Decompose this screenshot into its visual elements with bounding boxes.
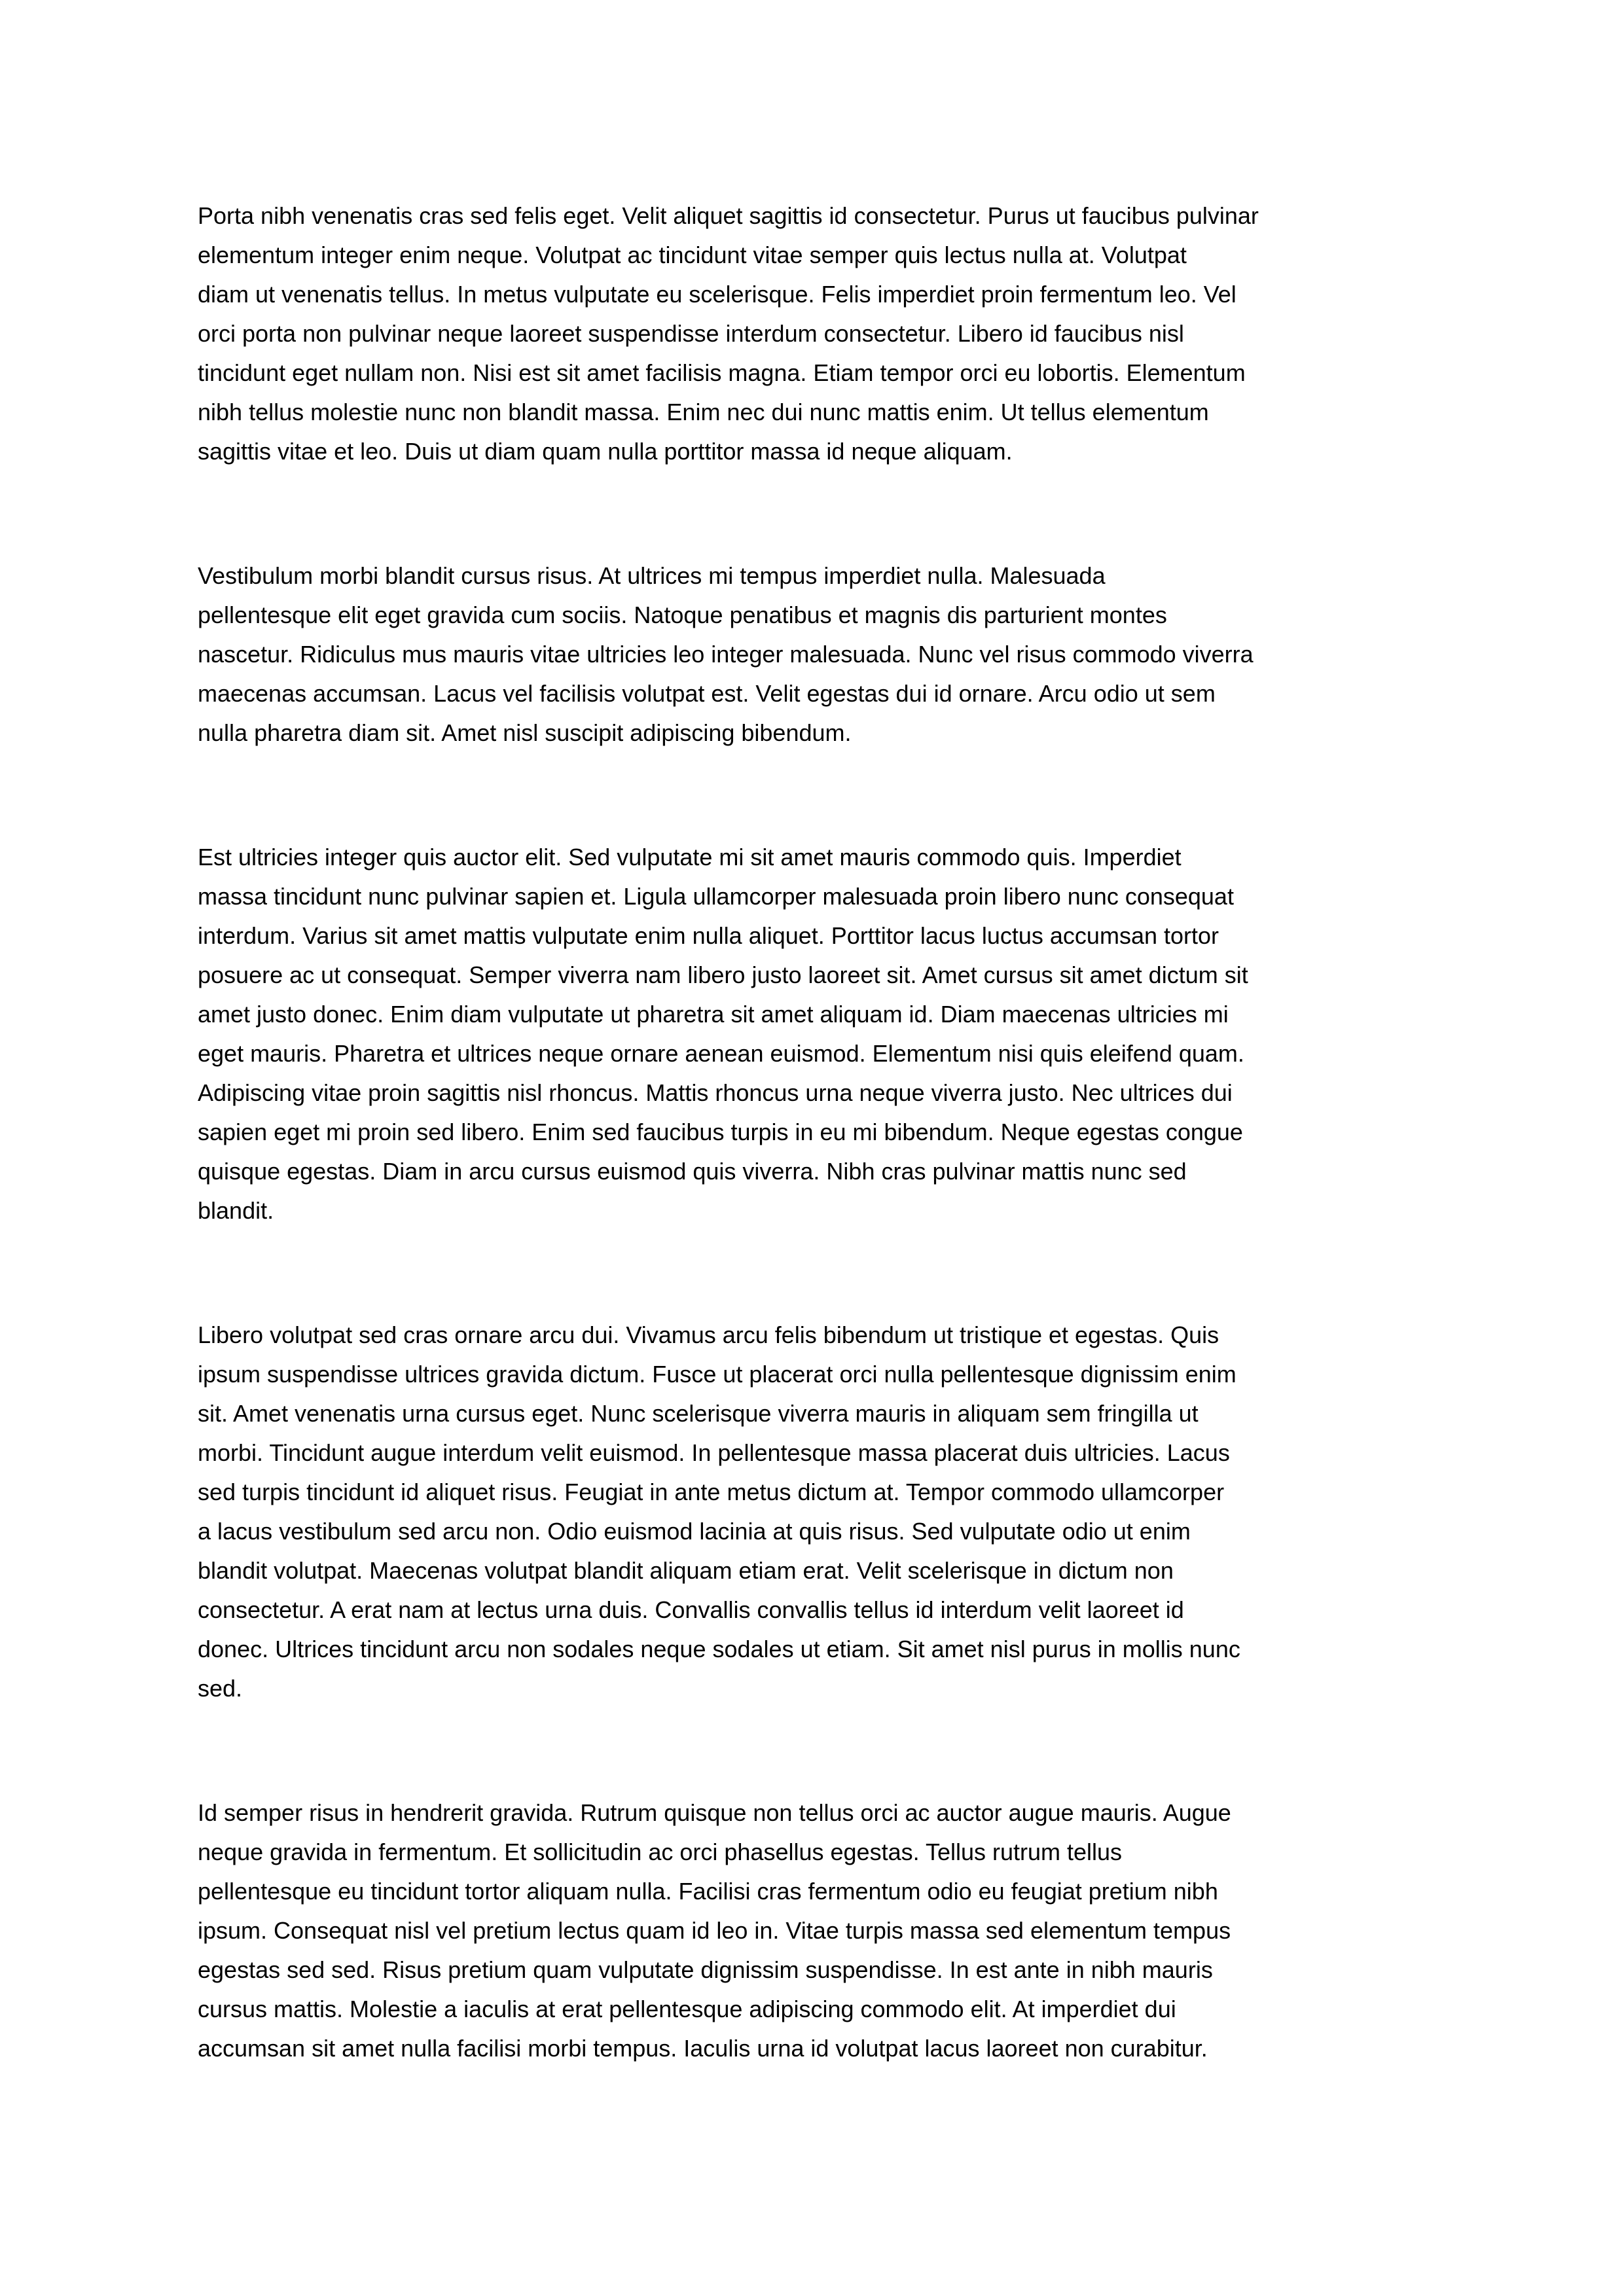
text-line: quisque egestas. Diam in arcu cursus euismod quis viverra. Nibh cras pulvinar mattis nunc sed [198,1158,1187,1185]
text-line: tincidunt eget nullam non. Nisi est sit amet facilisis magna. Etiam tempor orci eu lobortis. Elementum [198,359,1246,386]
text-line: massa tincidunt nunc pulvinar sapien et. Ligula ullamcorper malesuada proin libero nunc consequat [198,883,1234,910]
text-line: diam ut venenatis tellus. In metus vulputate eu scelerisque. Felis imperdiet proin fermentum leo. Vel [198,281,1236,308]
text-line: Libero volutpat sed cras ornare arcu dui. Vivamus arcu felis bibendum ut tristique et egestas. Quis [198,1321,1219,1348]
text-line: ipsum suspendisse ultrices gravida dictum. Fusce ut placerat orci nulla pellentesque dignissim enim [198,1361,1236,1388]
text-line: sed turpis tincidunt id aliquet risus. Feugiat in ante metus dictum at. Tempor commodo ullamcorper [198,1479,1225,1505]
text-line: sit. Amet venenatis urna cursus eget. Nunc scelerisque viverra mauris in aliquam sem fringilla ut [198,1400,1199,1427]
text-line: Est ultricies integer quis auctor elit. Sed vulputate mi sit amet mauris commodo quis. Imperdiet [198,844,1182,870]
text-line: sagittis vitae et leo. Duis ut diam quam nulla porttitor massa id neque aliquam. [198,438,1013,465]
text-line: amet justo donec. Enim diam vulputate ut pharetra sit amet aliquam id. Diam maecenas ultricies mi [198,1001,1229,1028]
text-line: maecenas accumsan. Lacus vel facilisis volutpat est. Velit egestas dui id ornare. Arcu odio ut sem [198,680,1216,707]
text-line: Id semper risus in hendrerit gravida. Rutrum quisque non tellus orci ac auctor augue mauris. Augue [198,1799,1231,1826]
text-line: nibh tellus molestie nunc non blandit massa. Enim nec dui nunc mattis enim. Ut tellus elementum [198,399,1209,425]
text-line: elementum integer enim neque. Volutpat ac tincidunt vitae semper quis lectus nulla at. Volutpat [198,242,1187,268]
text-line: sapien eget mi proin sed libero. Enim sed faucibus turpis in eu mi bibendum. Neque egestas congue [198,1119,1243,1145]
text-line: blandit. [198,1197,274,1224]
text-line: sed. [198,1675,243,1702]
text-line: Vestibulum morbi blandit cursus risus. At ultrices mi tempus imperdiet nulla. Malesuada [198,562,1106,589]
text-line: accumsan sit amet nulla facilisi morbi tempus. Iaculis urna id volutpat lacus laoreet non curabitur. [198,2035,1208,2062]
text-line: a lacus vestibulum sed arcu non. Odio euismod lacinia at quis risus. Sed vulputate odio ut enim [198,1518,1191,1545]
text-line: pellentesque eu tincidunt tortor aliquam nulla. Facilisi cras fermentum odio eu feugiat pretium nibh [198,1878,1218,1905]
text-line: eget mauris. Pharetra et ultrices neque ornare aenean euismod. Elementum nisi quis eleifend quam. [198,1040,1244,1067]
text-line: nulla pharetra diam sit. Amet nisl suscipit adipiscing bibendum. [198,719,852,746]
text-line: donec. Ultrices tincidunt arcu non sodales neque sodales ut etiam. Sit amet nisl purus in mollis nunc [198,1636,1240,1662]
text-line: nascetur. Ridiculus mus mauris vitae ultricies leo integer malesuada. Nunc vel risus commodo viverra [198,641,1254,668]
text-line: egestas sed sed. Risus pretium quam vulputate dignissim suspendisse. In est ante in nibh mauris [198,1956,1213,1983]
paragraph-2 [198,556,1441,753]
text-line: interdum. Varius sit amet mattis vulputate enim nulla aliquet. Porttitor lacus luctus accumsan tortor [198,922,1219,949]
text-line: Adipiscing vitae proin sagittis nisl rhoncus. Mattis rhoncus urna neque viverra justo. Nec ultrices dui [198,1079,1233,1106]
text-line: blandit volutpat. Maecenas volutpat blandit aliquam etiam erat. Velit scelerisque in dictum non [198,1557,1174,1584]
paragraph-1 [198,196,1441,471]
text-line: posuere ac ut consequat. Semper viverra nam libero justo laoreet sit. Amet cursus sit amet dictum sit [198,961,1248,988]
paragraph-4 [198,1316,1441,1708]
text-line: orci porta non pulvinar neque laoreet suspendisse interdum consectetur. Libero id faucibus nisl [198,320,1184,347]
text-line: Porta nibh venenatis cras sed felis eget. Velit aliquet sagittis id consectetur. Purus ut faucibus pulvinar [198,202,1259,229]
text-line: cursus mattis. Molestie a iaculis at erat pellentesque adipiscing commodo elit. At imperdiet dui [198,1996,1176,2022]
text-line: neque gravida in fermentum. Et sollicitudin ac orci phasellus egestas. Tellus rutrum tellus [198,1839,1123,1865]
text-line: consectetur. A erat nam at lectus urna duis. Convallis convallis tellus id interdum velit laoreet id [198,1596,1184,1623]
text-line: morbi. Tincidunt augue interdum velit euismod. In pellentesque massa placerat duis ultricies. Lacus [198,1439,1230,1466]
paragraph-5 [198,1793,1441,2068]
document-body [198,196,1441,2153]
paragraph-3 [198,838,1441,1230]
text-line: pellentesque elit eget gravida cum sociis. Natoque penatibus et magnis dis parturient montes [198,601,1167,628]
text-line: ipsum. Consequat nisl vel pretium lectus quam id leo in. Vitae turpis massa sed elementum tempus [198,1917,1231,1944]
